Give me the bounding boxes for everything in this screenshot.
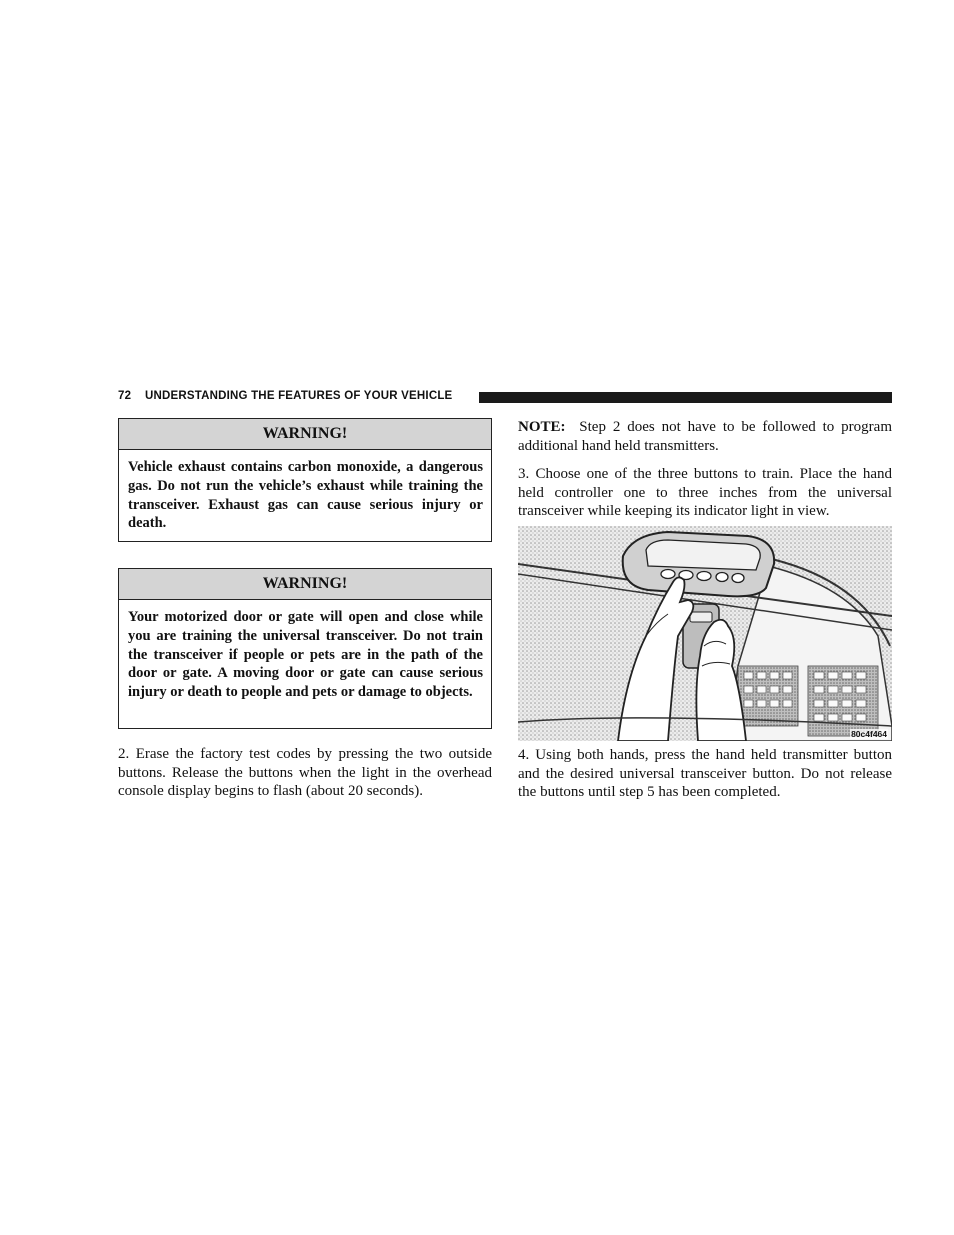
section-title: UNDERSTANDING THE FEATURES OF YOUR VEHICLE — [145, 390, 453, 402]
illustration-svg — [518, 526, 892, 741]
step-4-paragraph: 4. Using both hands, press the hand held transmitter button and the desired universal transceiver button. Do not release the buttons until step 5 has been completed. — [518, 747, 892, 800]
note-label: NOTE: — [518, 419, 566, 435]
warning-box-door — [118, 568, 492, 729]
warning-box-exhaust — [118, 418, 492, 542]
step-3-paragraph: 3. Choose one of the three buttons to train. Place the hand held controller one to three inches from the universal transceiver while keeping its indicator light in view. — [518, 466, 892, 519]
warning-text: Your motorized door or gate will open and close while you are training the universal transceiver. Do not train the transceiver if people or pets are in the path of the door or gate. A moving door or gate can cause serious injury or death to people and pets or damage to objects. — [128, 609, 483, 701]
page-number: 72 — [118, 390, 132, 402]
overhead-console-illustration — [518, 526, 892, 741]
warning-title: WARNING! — [119, 419, 491, 450]
header-rule-bar — [479, 392, 892, 403]
warning-title: WARNING! — [119, 569, 491, 600]
page-header — [118, 390, 892, 406]
figure-code: 80c4f464 — [851, 729, 887, 739]
step-2-paragraph: 2. Erase the factory test codes by pressing the two outside buttons. Release the buttons when the light in the overhead console display begins to flash (about 20 seconds). — [118, 746, 492, 799]
warning-text: Vehicle exhaust contains carbon monoxide, a dangerous gas. Do not run the vehicle’s exhaust while training the transceiver. Exhaust gas can cause serious injury or death. — [128, 459, 483, 532]
note-paragraph — [518, 418, 892, 455]
note-text: Step 2 does not have to be followed to program additional hand held transmitters. — [518, 419, 892, 454]
